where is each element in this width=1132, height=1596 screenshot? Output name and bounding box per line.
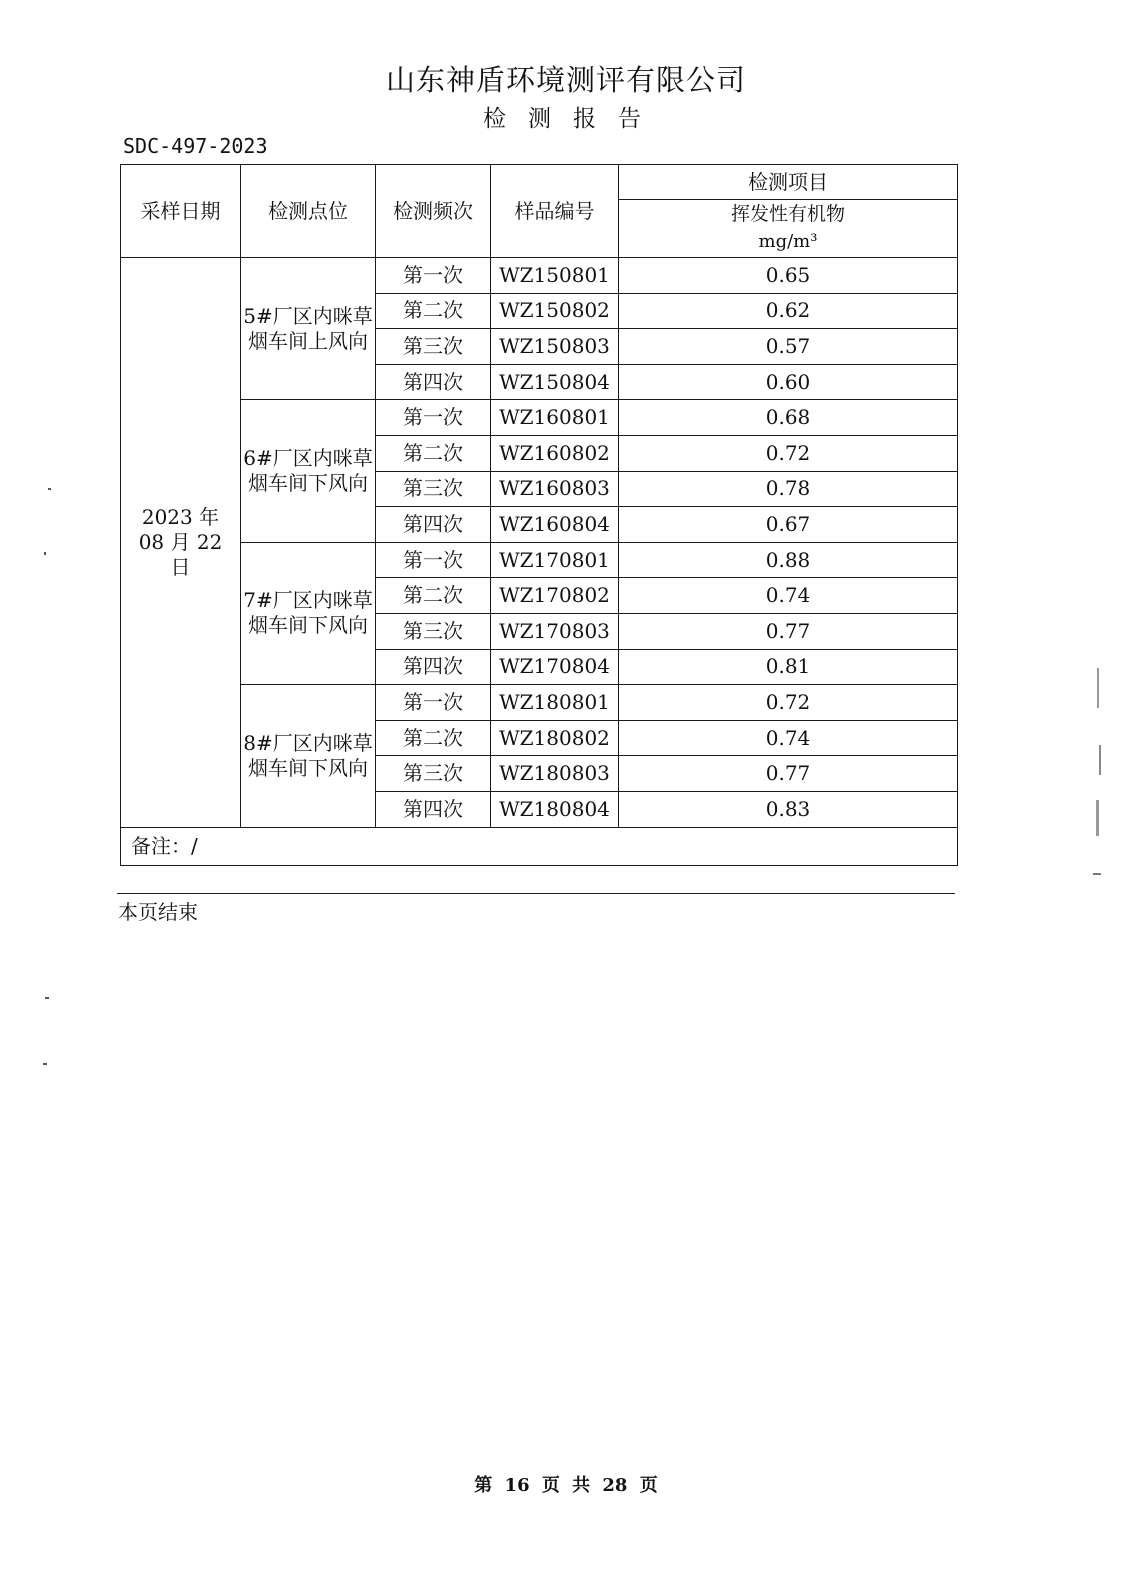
frequency-cell: 第四次 bbox=[376, 364, 491, 400]
frequency-cell: 第一次 bbox=[376, 685, 491, 721]
value-cell: 0.67 bbox=[619, 507, 958, 543]
results-table bbox=[120, 164, 958, 866]
company-name: 山东神盾环境测评有限公司 bbox=[385, 63, 746, 97]
remarks-row bbox=[121, 827, 958, 865]
value-cell: 0.72 bbox=[619, 685, 958, 721]
header-analyte-cell bbox=[619, 200, 958, 258]
sample-id-cell: WZ160804 bbox=[491, 507, 619, 543]
value-cell: 0.72 bbox=[619, 435, 958, 471]
sample-id-cell: WZ180804 bbox=[491, 791, 619, 827]
frequency-cell: 第一次 bbox=[376, 542, 491, 578]
frequency-cell: 第四次 bbox=[376, 507, 491, 543]
frequency-cell: 第二次 bbox=[376, 293, 491, 329]
value-cell: 0.62 bbox=[619, 293, 958, 329]
header-analyte: 挥发性有机物 bbox=[730, 203, 845, 226]
header-test-item: 检测项目 bbox=[619, 165, 958, 200]
scan-speck bbox=[1097, 668, 1099, 708]
table-row bbox=[121, 685, 958, 721]
value-cell: 0.88 bbox=[619, 542, 958, 578]
header-location: 检测点位 bbox=[241, 165, 376, 258]
sample-id-cell: WZ150801 bbox=[491, 258, 619, 294]
sample-id-cell: WZ170802 bbox=[491, 578, 619, 614]
value-cell: 0.60 bbox=[619, 364, 958, 400]
frequency-cell: 第三次 bbox=[376, 756, 491, 792]
header-frequency: 检测频次 bbox=[376, 165, 491, 258]
frequency-cell: 第三次 bbox=[376, 471, 491, 507]
frequency-cell: 第三次 bbox=[376, 613, 491, 649]
remarks: 备注：/ bbox=[121, 827, 958, 865]
value-cell: 0.81 bbox=[619, 649, 958, 685]
report-number: SDC-497-2023 bbox=[123, 134, 268, 158]
end-divider bbox=[117, 893, 955, 894]
sample-id-cell: WZ170801 bbox=[491, 542, 619, 578]
location-cell: 6#厂区内咪草烟车间下风向 bbox=[241, 400, 376, 542]
document-title: 检测报告 bbox=[483, 106, 663, 132]
value-cell: 0.83 bbox=[619, 791, 958, 827]
frequency-cell: 第二次 bbox=[376, 720, 491, 756]
location-cell: 7#厂区内咪草烟车间下风向 bbox=[241, 542, 376, 684]
header-unit: mg/m³ bbox=[758, 231, 818, 253]
scan-speck bbox=[1093, 873, 1101, 875]
sample-id-cell: WZ150804 bbox=[491, 364, 619, 400]
header-row bbox=[121, 165, 958, 200]
value-cell: 0.68 bbox=[619, 400, 958, 436]
frequency-cell: 第一次 bbox=[376, 258, 491, 294]
value-cell: 0.74 bbox=[619, 578, 958, 614]
sample-id-cell: WZ150803 bbox=[491, 329, 619, 365]
frequency-cell: 第四次 bbox=[376, 649, 491, 685]
sample-id-cell: WZ180803 bbox=[491, 756, 619, 792]
location-cell: 5#厂区内咪草烟车间上风向 bbox=[241, 258, 376, 400]
sample-id-cell: WZ160803 bbox=[491, 471, 619, 507]
value-cell: 0.78 bbox=[619, 471, 958, 507]
scan-speck bbox=[48, 488, 51, 490]
value-cell: 0.74 bbox=[619, 720, 958, 756]
value-cell: 0.77 bbox=[619, 613, 958, 649]
header-sample-id: 样品编号 bbox=[491, 165, 619, 258]
scan-speck bbox=[1099, 745, 1101, 775]
frequency-cell: 第三次 bbox=[376, 329, 491, 365]
sampling-date: 2023 年 08 月 22 日 bbox=[121, 258, 241, 828]
results-table-body bbox=[121, 165, 958, 828]
location-cell: 8#厂区内咪草烟车间下风向 bbox=[241, 685, 376, 827]
sample-id-cell: WZ180801 bbox=[491, 685, 619, 721]
page-footer: 第 16 页 共 28 页 bbox=[474, 1475, 658, 1496]
sample-id-cell: WZ150802 bbox=[491, 293, 619, 329]
end-of-page-text: 本页结束 bbox=[118, 900, 198, 924]
scan-speck bbox=[44, 552, 46, 555]
sample-id-cell: WZ160801 bbox=[491, 400, 619, 436]
sample-id-cell: WZ170803 bbox=[491, 613, 619, 649]
value-cell: 0.77 bbox=[619, 756, 958, 792]
frequency-cell: 第四次 bbox=[376, 791, 491, 827]
sample-id-cell: WZ170804 bbox=[491, 649, 619, 685]
sample-id-cell: WZ180802 bbox=[491, 720, 619, 756]
frequency-cell: 第一次 bbox=[376, 400, 491, 436]
frequency-cell: 第二次 bbox=[376, 435, 491, 471]
value-cell: 0.65 bbox=[619, 258, 958, 294]
sample-id-cell: WZ160802 bbox=[491, 435, 619, 471]
header-sampling-date: 采样日期 bbox=[121, 165, 241, 258]
scan-speck bbox=[1096, 800, 1099, 836]
frequency-cell: 第二次 bbox=[376, 578, 491, 614]
scan-speck bbox=[43, 1063, 47, 1065]
table-row bbox=[121, 542, 958, 578]
table-row bbox=[121, 258, 958, 294]
value-cell: 0.57 bbox=[619, 329, 958, 365]
table-row bbox=[121, 400, 958, 436]
scan-speck bbox=[45, 997, 49, 999]
